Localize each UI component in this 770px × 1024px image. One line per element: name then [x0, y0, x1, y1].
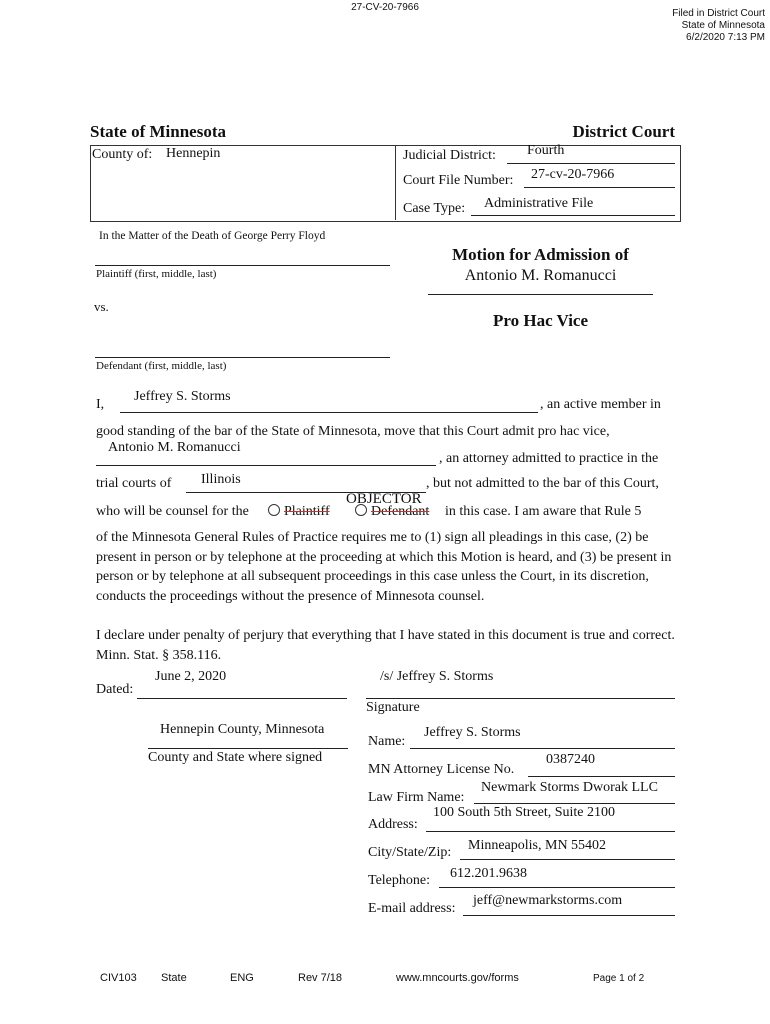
firm-label: Law Firm Name: — [368, 790, 465, 805]
in-this-case-text: in this case. I am aware that Rule 5 — [445, 504, 642, 519]
file-number-label: Court File Number: — [403, 173, 514, 188]
applicant-name-title: Antonio M. Romanucci — [464, 267, 617, 284]
signed-location-underline — [148, 748, 348, 749]
date-underline — [137, 698, 347, 699]
phone-underline — [439, 887, 675, 888]
license-underline — [528, 776, 675, 777]
license-field[interactable]: 0387240 — [546, 752, 595, 767]
license-label: MN Attorney License No. — [368, 762, 515, 777]
movant-field[interactable]: Jeffrey S. Storms — [134, 389, 231, 404]
signed-location-field[interactable]: Hennepin County, Minnesota — [160, 722, 325, 737]
footer-page: Page 1 of 2 — [593, 973, 645, 984]
defendant-underline — [95, 357, 390, 358]
footer-url[interactable]: www.mncourts.gov/forms — [396, 972, 519, 984]
not-admitted-text: , but not admitted to the bar of this Court, — [426, 476, 659, 491]
good-standing-text: good standing of the bar of the State of Minnesota, move that this Court admit pro hac vice, — [96, 424, 610, 439]
motion-title: Motion for Admission of — [452, 245, 629, 264]
name-label: Name: — [368, 734, 406, 749]
signature-label: Signature — [366, 700, 420, 715]
objector-handwritten: OBJECTOR — [346, 491, 422, 507]
plaintiff-radio[interactable] — [268, 504, 280, 516]
address-underline — [426, 831, 675, 832]
county-label: County of: — [92, 147, 153, 162]
footer-rev: Rev 7/18 — [298, 972, 343, 984]
court-heading: District Court — [572, 122, 675, 141]
city-field[interactable]: Minneapolis, MN 55402 — [468, 838, 607, 853]
i-label: I, — [96, 397, 105, 412]
signature-field[interactable]: /s/ Jeffrey S. Storms — [380, 669, 494, 684]
email-label: E-mail address: — [368, 901, 456, 916]
filed-stamp — [672, 8, 765, 44]
active-member-text: , an active member in — [540, 397, 661, 412]
case-type-label: Case Type: — [403, 201, 466, 216]
plaintiff-option[interactable] — [268, 504, 330, 520]
district-underline — [507, 163, 675, 164]
defendant-label: Defendant (first, middle, last) — [96, 360, 227, 372]
footer-form: CIV103 — [100, 972, 137, 984]
admittee-underline — [96, 465, 436, 466]
signed-location-label: County and State where signed — [148, 750, 323, 765]
pro-hac-vice-title: Pro Hac Vice — [492, 311, 589, 330]
city-underline — [460, 859, 675, 860]
phone-field[interactable]: 612.201.9638 — [450, 866, 527, 881]
date-field[interactable]: June 2, 2020 — [155, 669, 227, 684]
footer-lang: ENG — [230, 972, 254, 984]
address-field[interactable]: 100 South 5th Street, Suite 2100 — [433, 805, 615, 820]
firm-underline — [474, 803, 675, 804]
defendant-option-label: Defendant — [371, 504, 430, 519]
footer-state: State — [161, 972, 187, 984]
phone-label: Telephone: — [368, 873, 430, 888]
address-label: Address: — [368, 817, 418, 832]
filed-line-2: State of Minnesota — [681, 20, 765, 31]
filed-line-3: 6/2/2020 7:13 PM — [686, 32, 765, 43]
file-number-underline — [524, 187, 675, 188]
case-number-stamp: 27-CV-20-7966 — [351, 2, 419, 13]
declaration-paragraph: I declare under penalty of perjury that everything that I have stated in this document is true and correct. Minn. Stat. § 358.116. — [96, 628, 675, 663]
admitted-practice-text: , an attorney admitted to practice in the — [439, 451, 659, 466]
file-number-field[interactable]: 27-cv-20-7966 — [531, 167, 615, 182]
district-field[interactable]: Fourth — [527, 143, 565, 158]
plaintiff-field[interactable]: In the Matter of the Death of George Perry Floyd — [99, 230, 326, 242]
title-underline — [428, 294, 653, 295]
plaintiff-label: Plaintiff (first, middle, last) — [96, 268, 217, 280]
filed-line-1: Filed in District Court — [672, 8, 765, 19]
caption-divider — [395, 145, 396, 220]
case-type-field[interactable]: Administrative File — [484, 196, 594, 211]
movant-underline — [120, 412, 538, 413]
email-underline — [463, 915, 675, 916]
case-type-underline — [471, 215, 675, 216]
name-underline — [410, 748, 675, 749]
vs-text: vs. — [94, 299, 109, 314]
defendant-option[interactable] — [355, 504, 429, 520]
counsel-for-text: who will be counsel for the — [96, 504, 249, 519]
rule-5-paragraph: of the Minnesota General Rules of Practice requires me to (1) sign all pleadings in this case, (2) be present in person or by telephone at the proceeding at which this Motion is heard, and (3) be present in person or by telephone at all subsequent proceedings in this case unless the Court, in its discretion, conducts the proceedings without the presence of Minnesota counsel. — [96, 530, 672, 604]
city-label: City/State/Zip: — [368, 845, 452, 860]
plaintiff-option-label: Plaintiff — [284, 504, 330, 519]
state-heading: State of Minnesota — [90, 122, 226, 141]
state-field[interactable]: Illinois — [201, 472, 241, 487]
email-field[interactable]: jeff@newmarkstorms.com — [473, 893, 623, 908]
signature-underline — [366, 698, 675, 699]
name-field[interactable]: Jeffrey S. Storms — [424, 725, 521, 740]
trial-courts-text: trial courts of — [96, 476, 172, 491]
county-field[interactable]: Hennepin — [166, 146, 221, 161]
district-label: Judicial District: — [403, 148, 496, 163]
firm-field[interactable]: Newmark Storms Dworak LLC — [481, 780, 658, 795]
plaintiff-underline — [95, 265, 390, 266]
defendant-radio[interactable] — [355, 504, 367, 516]
admittee-field[interactable]: Antonio M. Romanucci — [108, 440, 241, 455]
dated-label: Dated: — [96, 682, 134, 697]
